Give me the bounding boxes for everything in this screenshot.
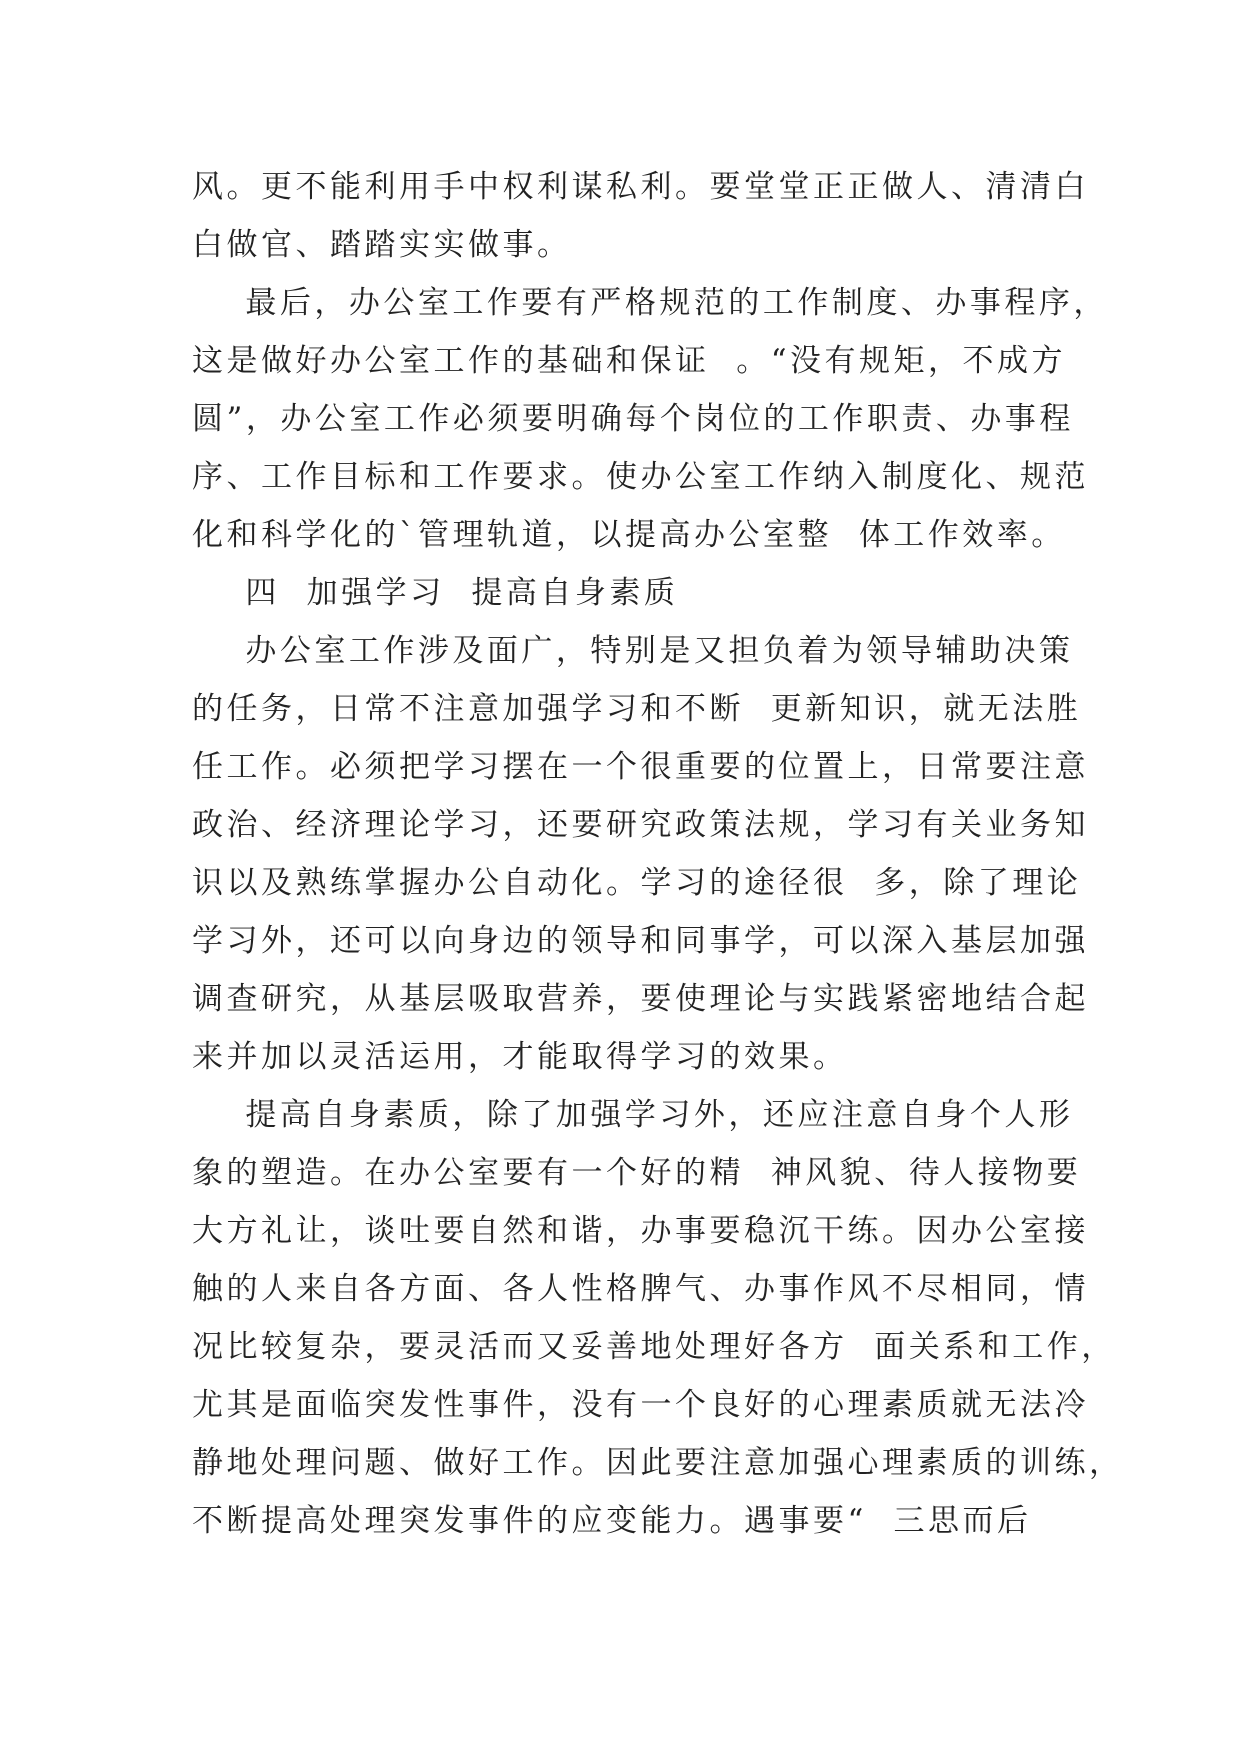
text-line: 来并加以灵活运用，才能取得学习的效果。 — [192, 1039, 848, 1075]
text-line: 的任务，日常不注意加强学习和不断 更新知识，就无法胜 — [192, 691, 1082, 727]
text-line: 况比较复杂，要灵活而又妥善地处理好各方 面关系和工作， — [192, 1329, 1116, 1365]
text-line: 识以及熟练掌握办公自动化。学习的途径很 多，除了理论 — [192, 865, 1082, 901]
text-line: 最后，办公室工作要有严格规范的工作制度、办事程序， — [192, 285, 1108, 321]
text-line: 风。更不能利用手中权利谋私利。要堂堂正正做人、清清白 — [192, 169, 1089, 205]
text-line: 化和科学化的`管理轨道，以提高办公室整 体工作效率。 — [192, 517, 1066, 553]
text-line: 触的人来自各方面、各人性格脾气、办事作风不尽相同，情 — [192, 1271, 1089, 1307]
text-line: 办公室工作涉及面广，特别是又担负着为领导辅助决策 — [192, 633, 1074, 669]
text-line: 序、工作目标和工作要求。使办公室工作纳入制度化、规范 — [192, 459, 1089, 495]
document-body — [192, 158, 1124, 1550]
text-line: 圆”，办公室工作必须要明确每个岗位的工作职责、办事程 — [192, 401, 1074, 437]
text-line: 任工作。必须把学习摆在一个很重要的位置上，日常要注意 — [192, 749, 1089, 785]
text-line: 静地处理问题、做好工作。因此要注意加强心理素质的训练， — [192, 1445, 1124, 1481]
section-heading: 四 加强学习 提高自身素质 — [192, 575, 679, 611]
text-line: 学习外，还可以向身边的领导和同事学，可以深入基层加强 — [192, 923, 1089, 959]
text-line: 尤其是面临突发性事件，没有一个良好的心理素质就无法冷 — [192, 1387, 1089, 1423]
text-line: 不断提高处理突发事件的应变能力。遇事要“ 三思而后 — [192, 1503, 1032, 1539]
text-line: 象的塑造。在办公室要有一个好的精 神风貌、待人接物要 — [192, 1155, 1082, 1191]
text-line: 大方礼让，谈吐要自然和谐，办事要稳沉干练。因办公室接 — [192, 1213, 1089, 1249]
text-line: 白做官、踏踏实实做事。 — [192, 227, 572, 263]
text-line: 调查研究，从基层吸取营养，要使理论与实践紧密地结合起 — [192, 981, 1089, 1017]
text-line: 提高自身素质，除了加强学习外，还应注意自身个人形 — [192, 1097, 1074, 1133]
text-line: 这是做好办公室工作的基础和保证 。“没有规矩，不成方 — [192, 343, 1067, 379]
text-line: 政治、经济理论学习，还要研究政策法规，学习有关业务知 — [192, 807, 1089, 843]
